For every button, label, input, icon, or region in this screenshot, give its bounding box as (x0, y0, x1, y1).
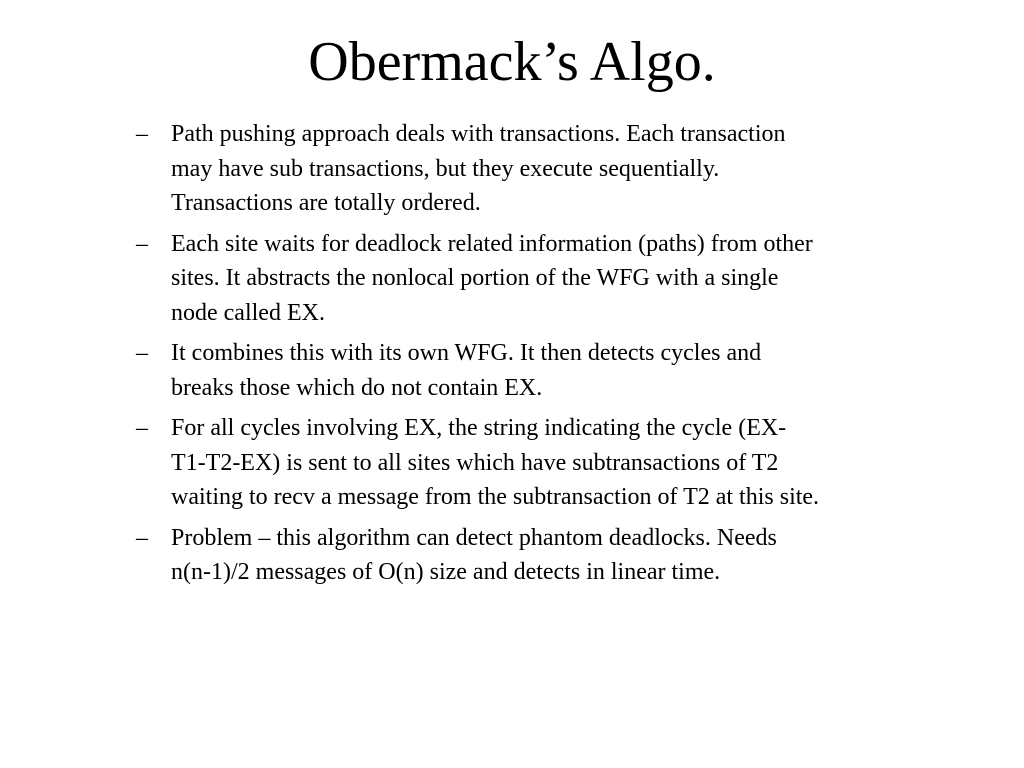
bullet-line: Problem – this algorithm can detect phantom deadlocks. Needs (171, 524, 777, 551)
bullet-dash: – (136, 121, 148, 147)
bullet-line: For all cycles involving EX, the string indicating the cycle (EX- (171, 415, 787, 441)
bullet-list (136, 117, 956, 596)
bullet-dash: – (136, 524, 148, 551)
bullet-line: node called EX. (171, 299, 325, 326)
bullet-line: It combines this with its own WFG. It then detects cycles and (171, 340, 762, 366)
bullet-line: waiting to recv a message from the subtransaction of T2 at this site. (171, 484, 820, 510)
bullet-line: T1-T2-EX) is sent to all sites which have subtransactions of T2 (171, 449, 779, 476)
bullet-line: breaks those which do not contain EX. (171, 374, 543, 401)
bullet-line: Path pushing approach deals with transactions. Each transaction (171, 121, 786, 147)
bullet-line: Each site waits for deadlock related information (paths) from other (171, 230, 813, 257)
bullet-line: sites. It abstracts the nonlocal portion of the WFG with a single (171, 265, 779, 291)
bullet-line: n(n-1)/2 messages of O(n) size and detects in linear time. (171, 559, 721, 585)
bullet-item (136, 336, 956, 405)
bullet-dash: – (136, 230, 148, 257)
slide-title: Obermack’s Algo. (308, 31, 716, 93)
bullet-item (136, 411, 956, 515)
bullet-item (136, 117, 956, 221)
bullet-line: may have sub transactions, but they execute sequentially. (171, 155, 720, 182)
bullet-dash: – (136, 340, 148, 366)
bullet-dash: – (136, 415, 148, 441)
bullet-item (136, 227, 956, 331)
bullet-item (136, 521, 956, 590)
bullet-line: Transactions are totally ordered. (171, 190, 481, 216)
